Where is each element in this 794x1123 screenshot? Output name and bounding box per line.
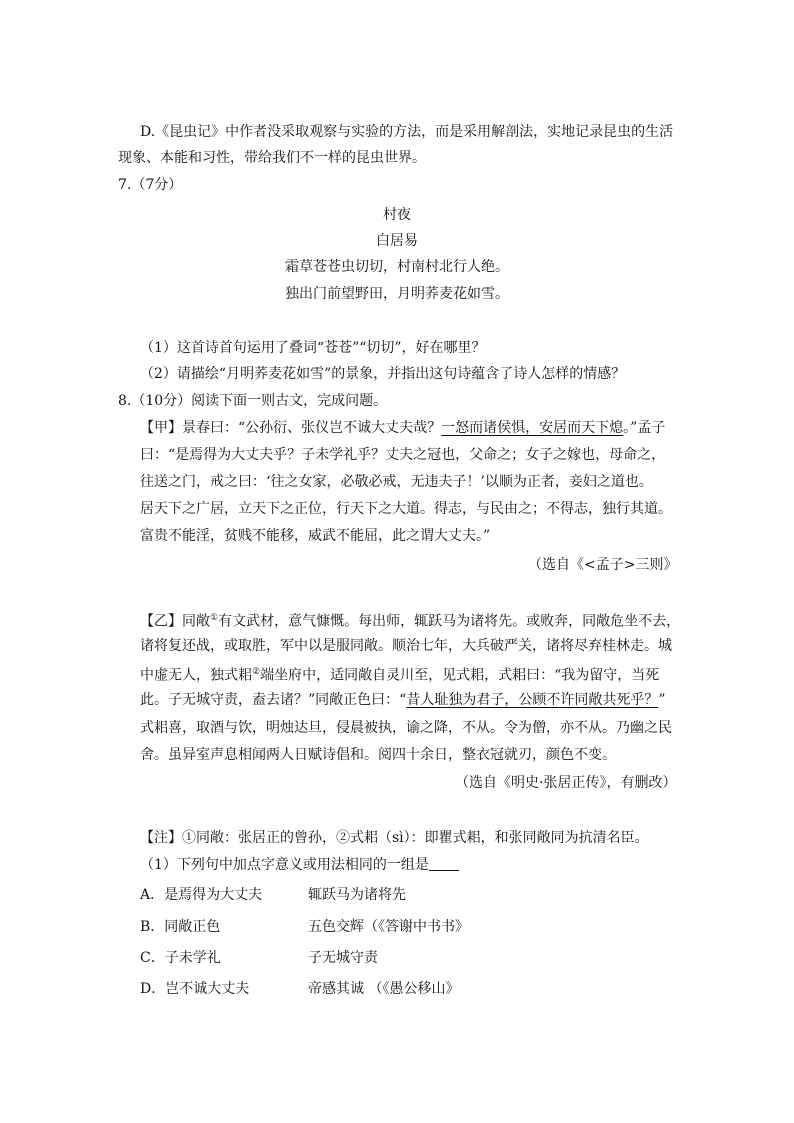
yi-line-1-head: 【乙】同敞 [140,613,210,630]
note-marker-1: ① [210,613,219,623]
note-number-2: ② [336,830,350,846]
yi-line-2: 诸将复还战，或取胜，军中以是服同敞。顺治七年，大兵破严关，诸将尽弃桂林走。城 [140,638,672,654]
yi-line-3-text: 端坐府中，适同敞自灵川至，见式耜，式耜曰：“我为留守，当死 [260,667,660,684]
annotation-note [140,828,649,848]
yi-line-6: 舍。虽异室声息相闻两人日赋诗倡和。阅四十余日，整衣冠就刃，颜色不变。 [140,747,616,763]
option-a-right: 辄跃马为诸将先 [308,887,406,903]
yi-line-3 [140,662,659,686]
option-b-right: 五色交辉（《答谢中书书》 [308,919,469,935]
note-text-2: 式耜（sì）：即瞿式耜，和张同敞同为抗清名臣。 [350,830,649,846]
yi-line-4-text: 此。子无城守责，盍去诸？”同敞正色曰：“ [140,692,407,708]
jia-line-3: 往送之门，戒之曰：‘往之女家，必敬必戒，无违夫子！’以顺为正者，妾妇之道也。 [140,474,653,490]
q6-option-d-line2: 现象、本能和习性，带给我们不一样的昆虫世界。 [118,150,426,166]
jia-line-2: 曰：“是焉得为大丈夫乎？子未学礼乎？丈夫之冠也，父命之；女子之嫁也，母命之， [140,447,666,463]
option-d-left: D．岂不诚大丈夫 [140,981,250,997]
note-number-1: ① [182,830,196,846]
q8-sub-question-1-text: （1）下列句中加点字意义或用法相同的一组是 [140,857,429,873]
poem-author: 白居易 [376,233,418,249]
yi-line-5: 式耜喜，取酒与饮，明烛达旦，侵晨被执，谕之降，不从。令为僧，亦不从。乃幽之民 [140,720,672,736]
jia-line-1-text: 【甲】景春曰：“公孙衍、张仪岂不诚大丈夫哉？ [140,420,442,436]
jia-line-5: 富贵不能淫，贫贱不能移，威武不能屈，此之谓大丈夫。” [140,528,491,544]
note-text-1: 同敞：张居正的曾孙， [196,830,336,846]
option-d-right: 帝感其诚 （《愚公移山》 [308,981,460,997]
q7-header: 7.（7分） [118,177,183,193]
q8-sub-question-1 [140,855,459,875]
jia-underlined-sentence: 一怒而诸侯惧，安居而天下熄 [441,420,624,436]
q6-option-d-line1: D.《昆虫记》中作者没采取观察与实验的方法，而是采用解剖法，实地记录昆虫的生活 [140,124,674,140]
note-label: 【注】 [140,830,182,846]
poem-title: 村夜 [383,207,411,223]
jia-line-1 [140,418,665,438]
note-marker-2: ② [252,667,261,677]
yi-line-1 [140,608,680,632]
option-c-right: 子无城守责 [308,950,378,966]
yi-line-3-head: 中虚无人，独式耜 [140,667,252,684]
jia-source: （选自《<孟子>三则》 [528,557,678,573]
option-c-left: C．子未学礼 [140,950,221,966]
poem-line-2: 独出门前望野田，月明荞麦花如雪。 [285,286,509,302]
answer-blank[interactable] [429,856,459,871]
option-b-left: B．同敞正色 [140,919,221,935]
q8-header: 8.（10分）阅读下面一则古文，完成问题。 [118,393,388,409]
option-a-left: A．是焉得为大丈夫 [140,887,263,903]
q7-sub-question-2: （2）请描绘“月明荞麦花如雪”的景象，并指出这句诗蕴含了诗人怎样的情感？ [140,366,626,382]
jia-line-1-tail: 。”孟子 [623,420,666,436]
q7-sub-question-1: （1）这首诗首句运用了叠词“苍苍”“切切”，好在哪里？ [140,340,486,356]
yi-source: （选自《明史·张居正传》，有删改） [455,775,677,791]
yi-underlined-sentence: 昔人耻独为君子，公顾不许同敞共死乎？ [406,692,659,708]
jia-line-4: 居天下之广居，立天下之正位，行天下之大道。得志，与民由之；不得志，独行其道。 [140,501,672,517]
yi-line-4 [140,690,666,710]
poem-line-1: 霜草苍苍虫切切，村南村北行人绝。 [285,259,509,275]
yi-line-1-text: 有文武材，意气慷慨。每出师，辄跃马为诸将先。或败奔，同敞危坐不去， [218,613,681,630]
yi-line-4-tail: ” [658,692,666,708]
